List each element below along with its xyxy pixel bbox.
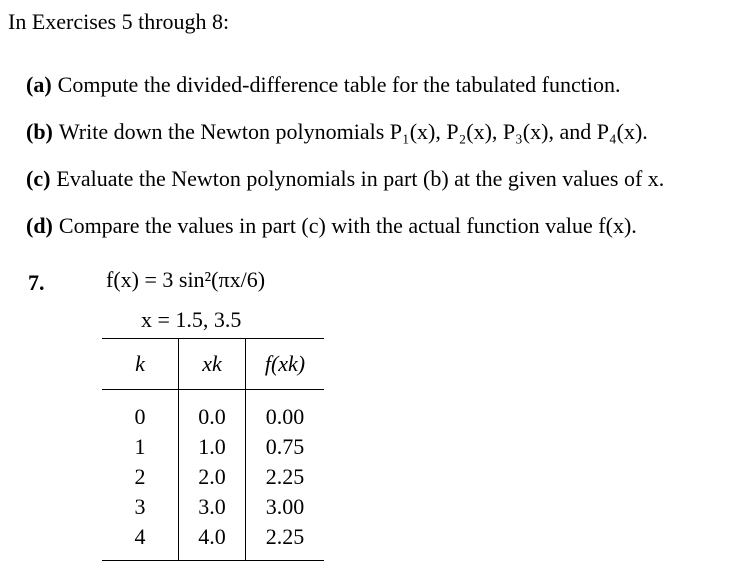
cell-fxk: 2.25 <box>265 464 305 489</box>
part-a-text: Compute the divided-difference table for the tabulated function. <box>57 72 621 97</box>
table-row <box>102 462 324 492</box>
cell-xk: 1.0 <box>179 432 246 462</box>
exercise-x-values: x = 1.5, 3.5 <box>141 307 242 332</box>
table-row <box>102 522 324 561</box>
table-header-row <box>102 339 324 390</box>
part-c-tag: (c) <box>26 166 51 191</box>
exercise-function: f(x) = 3 sin²(πx/6) <box>106 267 266 292</box>
table-row <box>102 432 324 462</box>
cell-fxk: 2.25 <box>265 524 305 549</box>
part-c-text: Evaluate the Newton polynomials in part (b) at the given values of x. <box>56 166 665 191</box>
exercise-number: 7. <box>28 270 45 295</box>
part-c <box>26 166 664 192</box>
cell-fxk: 3.00 <box>265 494 305 519</box>
header-k: k <box>102 339 179 390</box>
part-b-tag: (b) <box>26 119 53 144</box>
cell-k: 4 <box>102 522 179 561</box>
cell-xk: 4.0 <box>179 522 246 561</box>
header-fxk: f(xk) <box>264 351 306 376</box>
part-a <box>26 72 621 98</box>
part-d <box>26 213 637 239</box>
header-xk: xk <box>179 339 246 390</box>
part-b-text: Write down the Newton polynomials P₁(x), P₂(x), P₃(x), and P₄(x). <box>58 119 648 144</box>
cell-k: 2 <box>102 462 179 492</box>
cell-k: 1 <box>102 432 179 462</box>
part-a-tag: (a) <box>26 72 52 97</box>
data-table <box>102 338 324 561</box>
part-b <box>26 119 648 145</box>
part-d-text: Compare the values in part (c) with the actual function value f(x). <box>58 213 637 238</box>
cell-xk: 0.0 <box>179 390 246 433</box>
table-row <box>102 390 324 433</box>
cell-fxk: 0.75 <box>265 434 305 459</box>
cell-k: 3 <box>102 492 179 522</box>
cell-xk: 3.0 <box>179 492 246 522</box>
cell-fxk: 0.00 <box>265 404 305 429</box>
cell-xk: 2.0 <box>179 462 246 492</box>
intro-heading: In Exercises 5 through 8: <box>8 9 230 34</box>
cell-k: 0 <box>102 390 179 433</box>
part-d-tag: (d) <box>26 213 53 238</box>
table-row <box>102 492 324 522</box>
